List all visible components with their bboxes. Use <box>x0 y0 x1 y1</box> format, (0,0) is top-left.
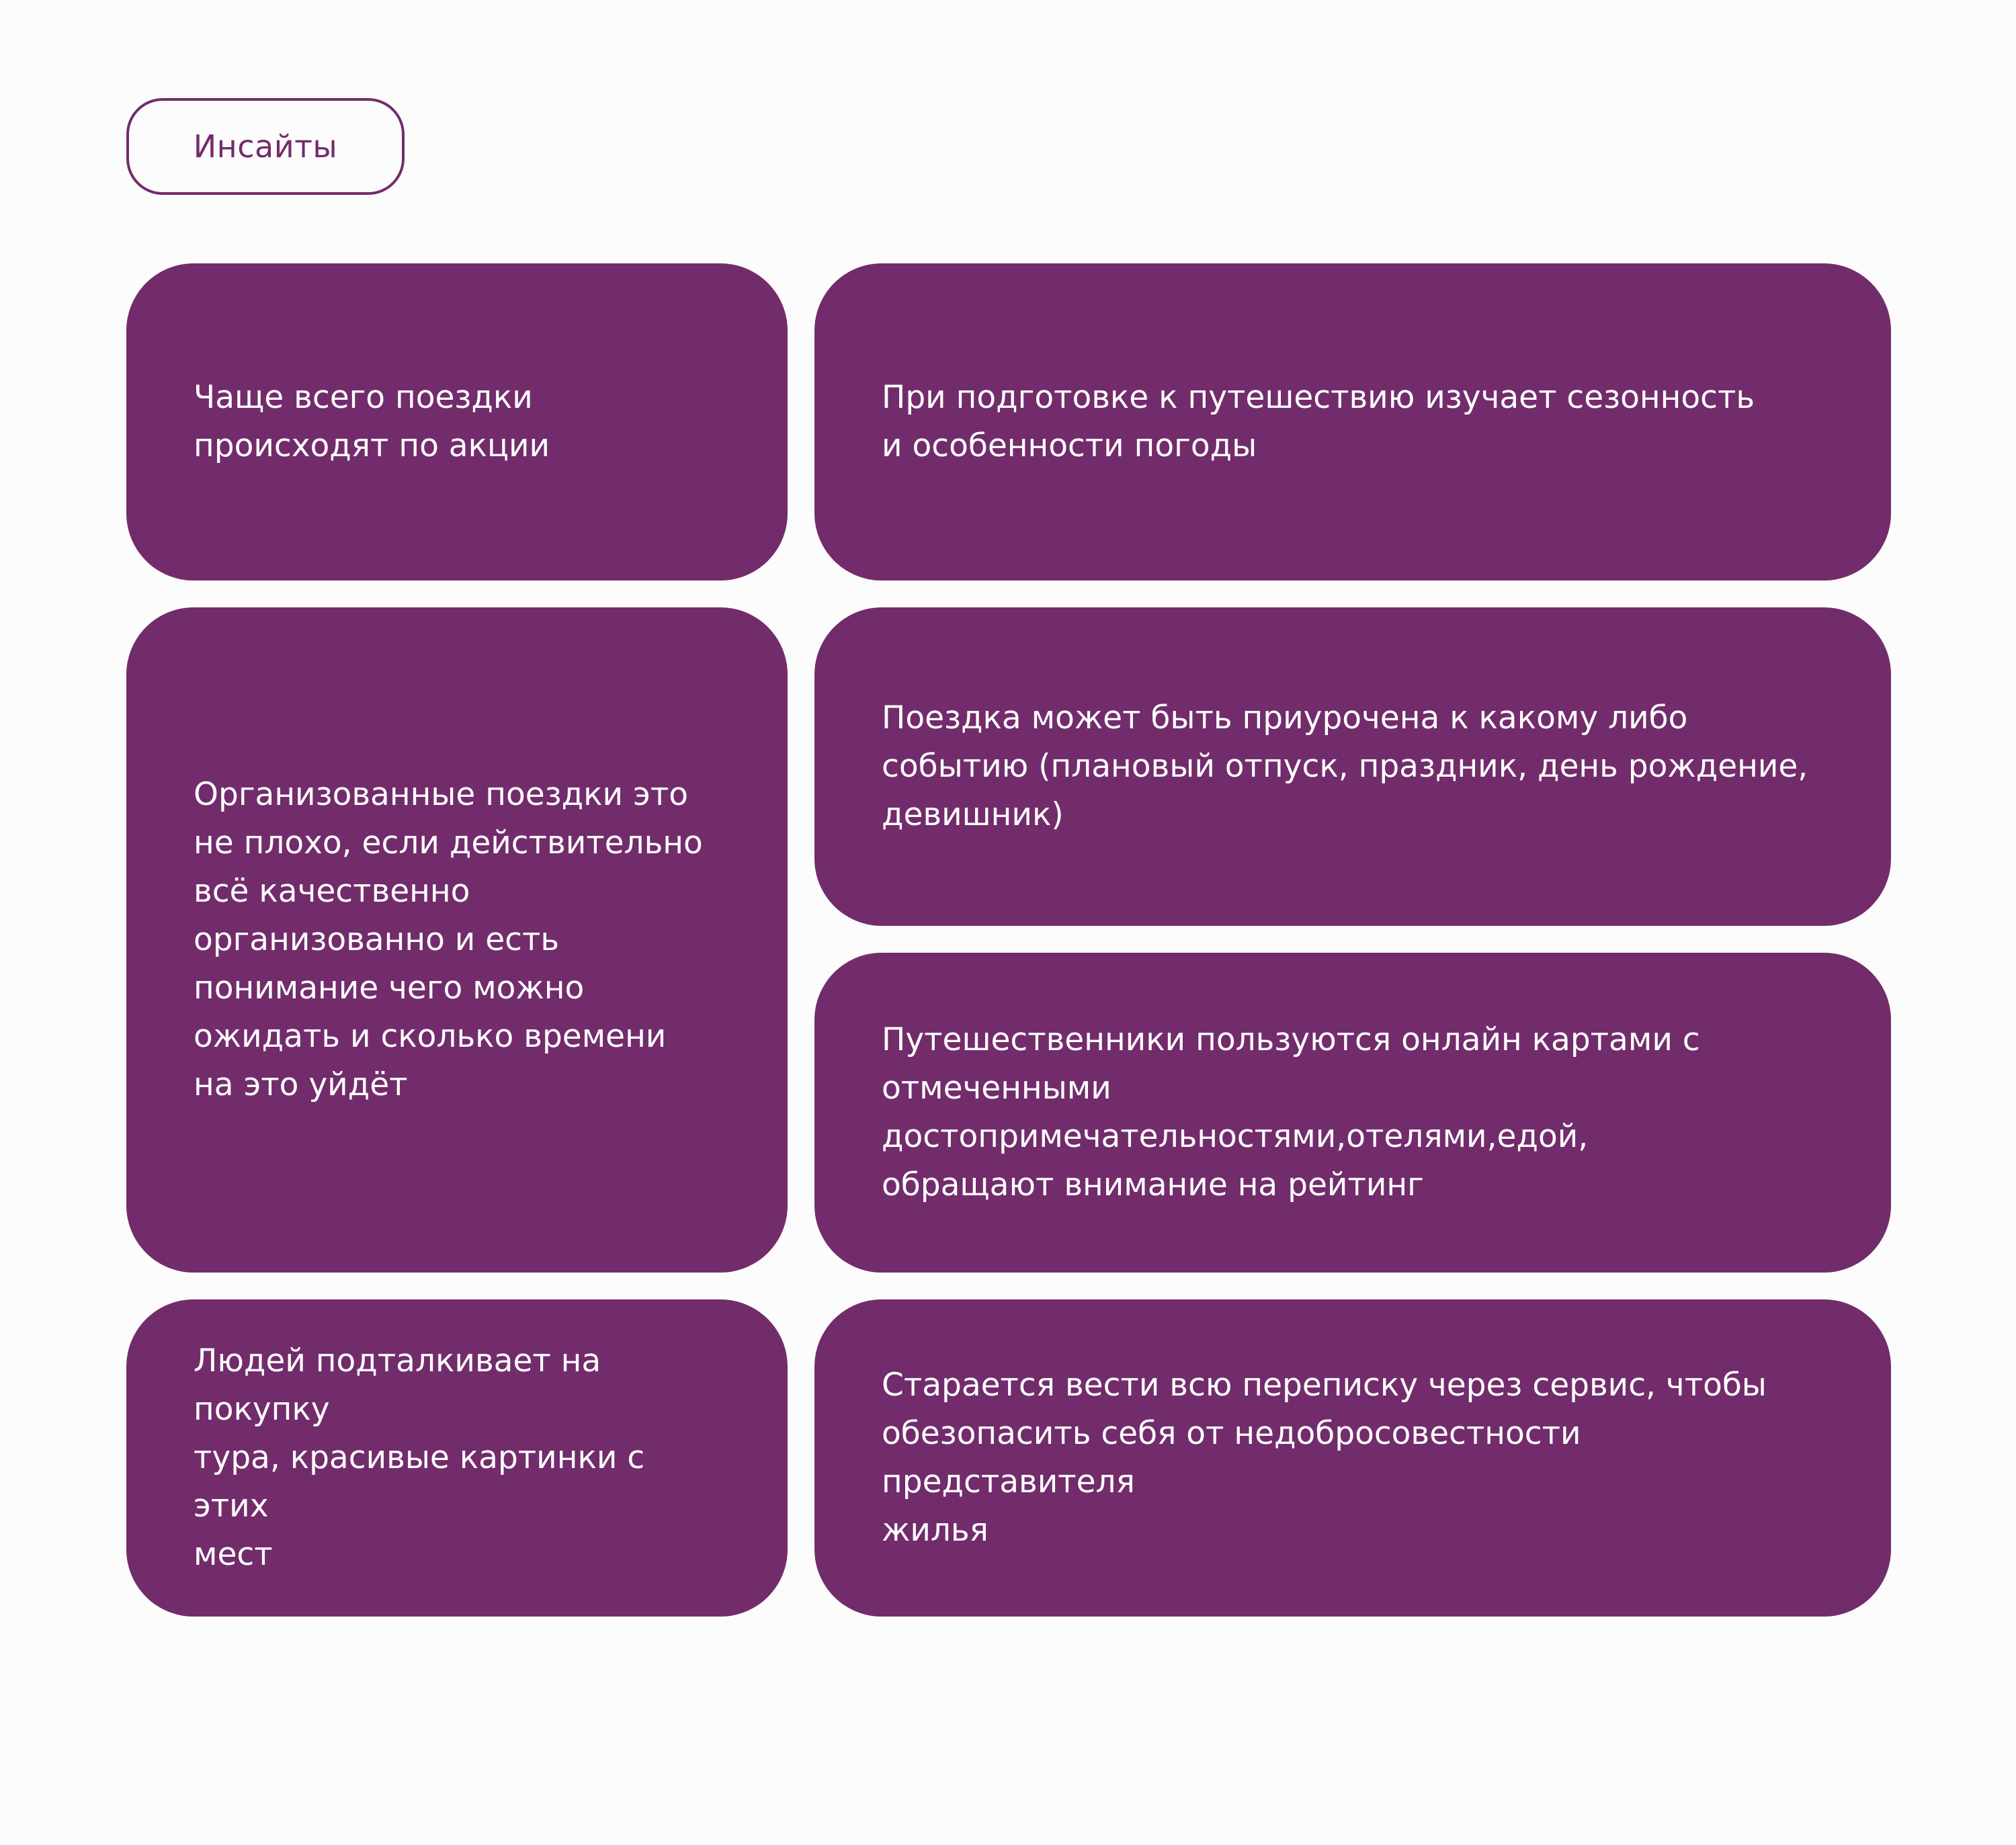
insight-card-text: Старается вести всю переписку через сервис, чтобы обезопасить себя от недобросовестности представителя жилья <box>882 1367 1767 1549</box>
insights-tag-label: Инсайты <box>193 128 338 165</box>
insights-tag <box>126 98 405 195</box>
insight-card-organized-trips <box>126 607 788 1273</box>
insight-card-text: Поездка может быть приурочена к какому либо событию (плановый отпуск, праздник, день рождение, девишник) <box>882 699 1808 833</box>
insight-card-seasonality <box>814 263 1891 581</box>
insight-card-text: При подготовке к путешествию изучает сезонность и особенности погоды <box>882 379 1755 464</box>
insight-card-pictures <box>126 1299 788 1617</box>
insight-card-text: Организованные поездки это не плохо, если действительно всё качественно организованно и есть понимание чего можно ожидать и сколько времени на это уйдёт <box>194 776 703 1103</box>
insight-card-event-trips <box>814 607 1891 926</box>
insight-card-promotions <box>126 263 788 581</box>
insight-card-text: Людей подталкивает на покупку тура, красивые картинки с этих мест <box>194 1342 645 1573</box>
insight-card-text: Путешественники пользуются онлайн картами с отмеченными достопримечательностями,отелями,едой, обращают внимание на рейтинг <box>882 1021 1700 1203</box>
insight-card-service-messaging <box>814 1299 1891 1617</box>
insight-card-text: Чаще всего поездки происходят по акции <box>194 379 550 464</box>
insight-card-online-maps <box>814 953 1891 1273</box>
